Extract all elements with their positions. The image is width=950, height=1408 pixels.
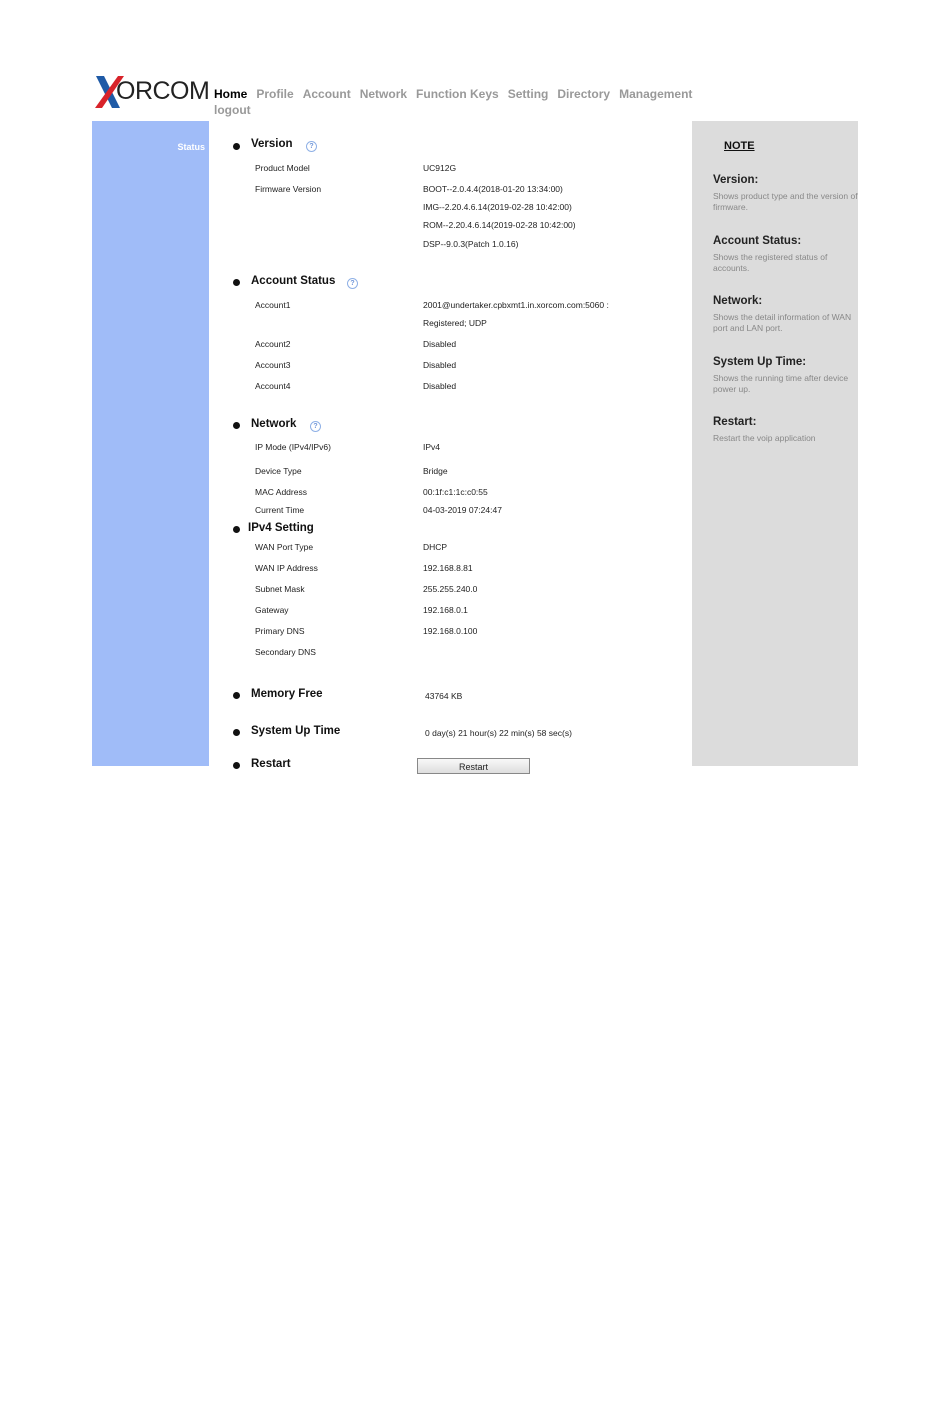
note-network-text: Shows the detail information of WAN port and LAN port. bbox=[713, 312, 852, 333]
label-mac-address: MAC Address bbox=[255, 487, 307, 497]
help-icon[interactable]: ? bbox=[306, 141, 317, 152]
value-device-type: Bridge bbox=[423, 466, 448, 476]
note-network-head: Network: bbox=[713, 295, 763, 307]
section-title-system-up-time: System Up Time bbox=[251, 725, 341, 737]
nav-account[interactable]: Account bbox=[302, 87, 351, 101]
value-wan-port-type: DHCP bbox=[423, 542, 448, 552]
section-title-restart: Restart bbox=[251, 758, 291, 770]
section-title-network: Network bbox=[251, 418, 297, 430]
note-version-head: Version: bbox=[713, 174, 759, 186]
label-account1: Account1 bbox=[255, 300, 291, 310]
bullet bbox=[233, 762, 240, 769]
sidebar-item-status[interactable]: Status bbox=[177, 142, 205, 152]
label-gateway: Gateway bbox=[255, 605, 289, 615]
help-icon[interactable]: ? bbox=[310, 421, 321, 432]
value-system-up-time: 0 day(s) 21 hour(s) 22 min(s) 58 sec(s) bbox=[425, 728, 572, 738]
label-ip-mode: IP Mode (IPv4/IPv6) bbox=[255, 442, 331, 452]
section-title-memory-free: Memory Free bbox=[251, 688, 323, 700]
bullet bbox=[233, 692, 240, 699]
nav-profile[interactable]: Profile bbox=[256, 87, 294, 101]
note-restart-head: Restart: bbox=[713, 416, 757, 428]
help-icon[interactable]: ? bbox=[347, 278, 358, 289]
xorcom-logo bbox=[94, 74, 210, 110]
value-account3: Disabled bbox=[423, 360, 457, 370]
nav-management[interactable]: Management bbox=[619, 87, 693, 101]
value-primary-dns: 192.168.0.100 bbox=[423, 626, 478, 636]
sidebar bbox=[92, 121, 209, 766]
nav-home[interactable]: Home bbox=[214, 87, 248, 101]
note-system-up-time-text: Shows the running time after device power up. bbox=[713, 373, 849, 394]
status-content bbox=[209, 121, 692, 772]
value-account1: 2001@undertaker.cpbxmt1.in.xorcom.com:5060 : bbox=[423, 300, 609, 310]
notes-title: NOTE bbox=[724, 140, 755, 152]
value-account2: Disabled bbox=[423, 339, 457, 349]
value-firmware-rom: ROM--2.20.4.6.14(2019-02-28 10:42:00) bbox=[423, 220, 576, 230]
value-gateway: 192.168.0.1 bbox=[423, 605, 468, 615]
value-account4: Disabled bbox=[423, 381, 457, 391]
section-title-account-status: Account Status bbox=[251, 275, 336, 287]
note-version-text: Shows product type and the version of firmware. bbox=[713, 191, 858, 212]
note-restart-text: Restart the voip application bbox=[713, 433, 816, 443]
nav-logout[interactable]: logout bbox=[214, 103, 251, 117]
value-wan-ip-address: 192.168.8.81 bbox=[423, 563, 473, 573]
top-nav bbox=[214, 86, 734, 118]
value-firmware-dsp: DSP--9.0.3(Patch 1.0.16) bbox=[423, 239, 519, 249]
logo-text: ORCOM bbox=[116, 77, 210, 105]
label-account2: Account2 bbox=[255, 339, 291, 349]
label-wan-ip-address: WAN IP Address bbox=[255, 563, 318, 573]
value-firmware-img: IMG--2.20.4.6.14(2019-02-28 10:42:00) bbox=[423, 202, 572, 212]
nav-directory[interactable]: Directory bbox=[557, 87, 611, 101]
label-firmware-version: Firmware Version bbox=[255, 184, 322, 194]
value-ip-mode: IPv4 bbox=[423, 442, 441, 452]
label-secondary-dns: Secondary DNS bbox=[255, 647, 316, 657]
value-current-time: 04-03-2019 07:24:47 bbox=[423, 505, 502, 515]
nav-setting[interactable]: Setting bbox=[507, 87, 549, 101]
note-account-status-text: Shows the registered status of accounts. bbox=[713, 252, 828, 273]
nav-network[interactable]: Network bbox=[359, 87, 408, 101]
bullet bbox=[233, 143, 240, 150]
bullet bbox=[233, 729, 240, 736]
label-account3: Account3 bbox=[255, 360, 291, 370]
section-title-version: Version bbox=[251, 138, 293, 150]
label-primary-dns: Primary DNS bbox=[255, 626, 305, 636]
value-subnet-mask: 255.255.240.0 bbox=[423, 584, 478, 594]
value-mac-address: 00:1f:c1:1c:c0:55 bbox=[423, 487, 488, 497]
label-product-model: Product Model bbox=[255, 163, 310, 173]
notes-panel bbox=[692, 121, 858, 766]
bullet bbox=[233, 422, 240, 429]
label-wan-port-type: WAN Port Type bbox=[255, 542, 314, 552]
label-current-time: Current Time bbox=[255, 505, 305, 515]
label-device-type: Device Type bbox=[255, 466, 302, 476]
value-firmware-boot: BOOT--2.0.4.4(2018-01-20 13:34:00) bbox=[423, 184, 563, 194]
value-memory-free: 43764 KB bbox=[425, 691, 463, 701]
bullet bbox=[233, 279, 240, 286]
nav-function-keys[interactable]: Function Keys bbox=[416, 87, 499, 101]
value-account1-status: Registered; UDP bbox=[423, 318, 487, 328]
restart-button[interactable]: Restart bbox=[417, 758, 530, 774]
note-account-status-head: Account Status: bbox=[713, 235, 802, 247]
value-product-model: UC912G bbox=[423, 163, 457, 173]
section-title-ipv4-setting: IPv4 Setting bbox=[248, 522, 314, 534]
label-account4: Account4 bbox=[255, 381, 291, 391]
bullet bbox=[233, 526, 240, 533]
label-subnet-mask: Subnet Mask bbox=[255, 584, 305, 594]
note-system-up-time-head: System Up Time: bbox=[713, 356, 807, 368]
